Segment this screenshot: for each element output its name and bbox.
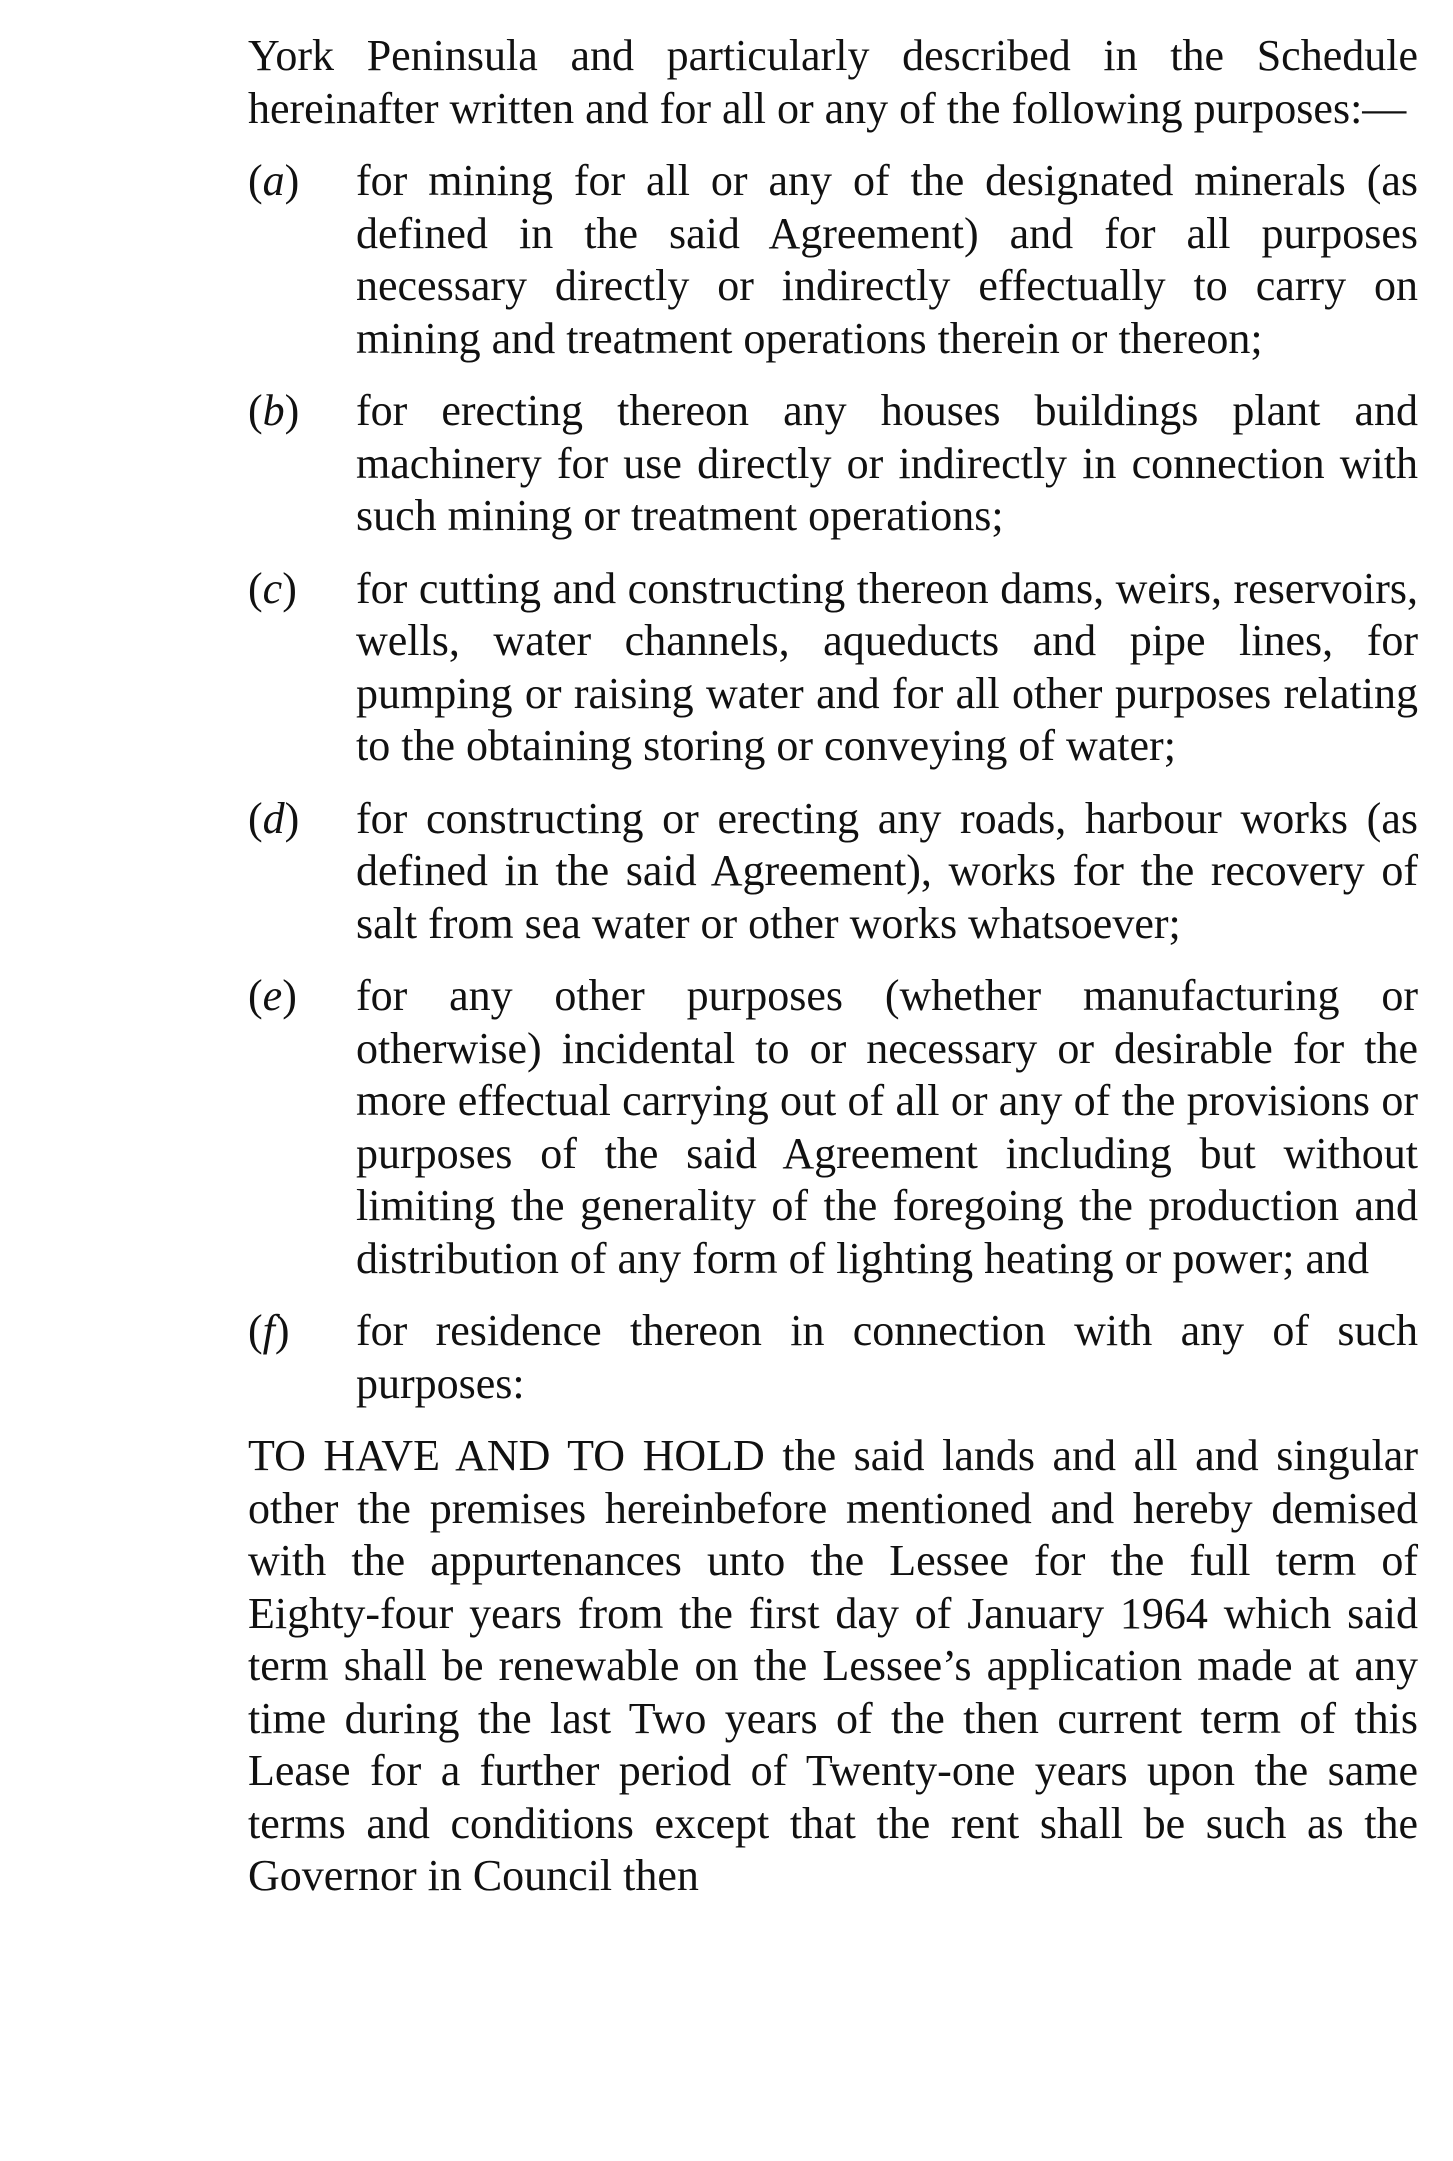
item-marker: (d) xyxy=(248,793,300,843)
purpose-item-a xyxy=(248,155,1418,365)
purpose-item-f xyxy=(248,1305,1418,1410)
item-text: for cutting and constructing thereon dams, weirs, reservoirs, wells, water channels, aqueducts and pipe lines, for pumping or raising water and for all other purposes relating to the obtaining storing or conveying of water; xyxy=(356,563,1418,770)
purpose-item-b xyxy=(248,385,1418,543)
habendum-paragraph: TO HAVE AND TO HOLD the said lands and all and singular other the premises hereinbefore mentioned and hereby demised with the appurtenances unto the Lessee for the full term of Eighty-four years from the first day of January 1964 which said term shall be renewable on the Lessee’s application made at any time during the last Two years of the then current term of this Lease for a further period of Twenty-one years upon the same terms and conditions except that the rent shall be such as the Governor in Council then xyxy=(248,1431,1418,1900)
purpose-item-d xyxy=(248,793,1418,951)
purpose-item-c xyxy=(248,563,1418,773)
item-marker: (e) xyxy=(248,971,297,1020)
item-marker: (f) xyxy=(248,1306,290,1355)
item-text: for constructing or erecting any roads, harbour works (as defined in the said Agreement), works for the recovery of salt from sea water or other works whatsoever; xyxy=(356,793,1418,948)
item-text: for any other purposes (whether manufacturing or otherwise) incidental to or necessary or desirable for the more effectual carrying out of all or any of the provisions or purposes of the said Agreement including but without limiting the generality of the foregoing the production and distribution of any form of lighting heating or power; and xyxy=(356,971,1418,1283)
item-text: for mining for all or any of the designated minerals (as defined in the said Agreement) and for all purposes necessary directly or indirectly effectually to carry on mining and treatment operations therein or thereon; xyxy=(356,156,1418,363)
document-page xyxy=(248,30,1418,1903)
item-marker: (a) xyxy=(248,156,300,205)
intro-paragraph: York Peninsula and particularly described in the Schedule hereinafter written and for all or any of the following purposes:— xyxy=(248,31,1418,133)
item-marker: (b) xyxy=(248,386,300,435)
purposes-list xyxy=(248,155,1418,1410)
purpose-item-e xyxy=(248,970,1418,1285)
item-text: for residence thereon in connection with any of such purposes: xyxy=(356,1306,1418,1408)
item-marker: (c) xyxy=(248,563,297,613)
item-text: for erecting thereon any houses buildings plant and machinery for use directly or indirectly in connection with such mining or treatment operations; xyxy=(356,386,1418,540)
